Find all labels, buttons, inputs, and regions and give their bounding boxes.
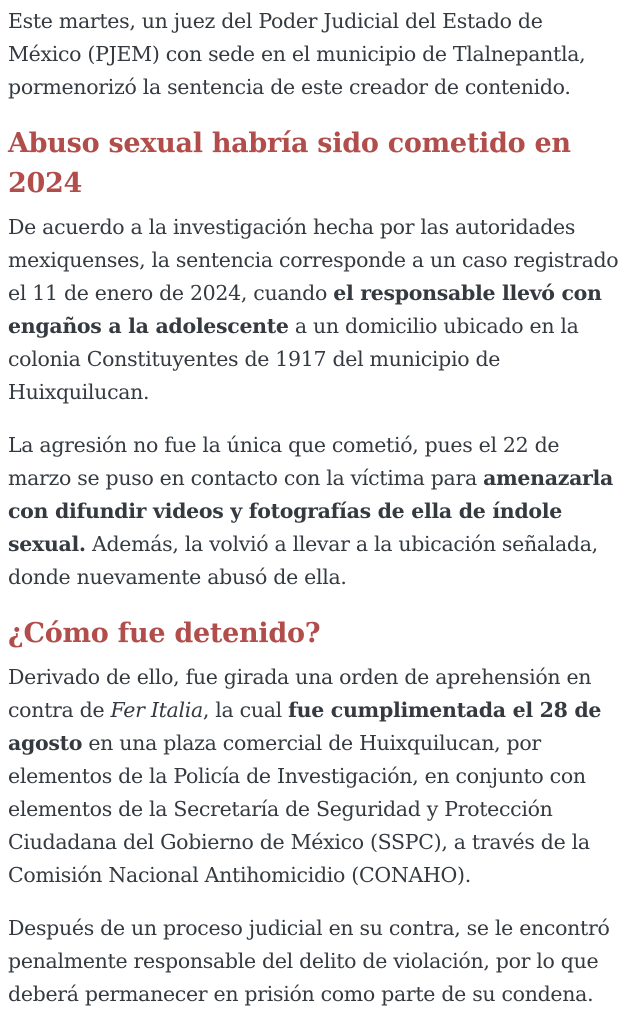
bold-text-segment: el responsable llevó con engaños a la adolescente	[8, 281, 602, 338]
text-segment: Derivado de ello, fue girada una orden de aprehensión en contra de	[8, 665, 592, 722]
text-segment: Después de un proceso judicial en su contra, se le encontró penalmente responsable del delito de violación, por lo que deberá permanecer en prisión como parte de su condena.	[8, 916, 610, 1006]
text-segment: Este martes, un juez del Poder Judicial del Estado de México (PJEM) con sede en el municipio de Tlalnepantla, pormenorizó la sentencia de este creador de contenido.	[8, 9, 586, 99]
paragraph	[8, 5, 621, 104]
section-heading	[8, 614, 621, 654]
text-segment: De acuerdo a la investigación hecha por las autoridades mexiquenses, la sentencia corresponde a un caso registrado el 11 de enero de 2024, cuando	[8, 215, 619, 305]
text-segment: Además, la volvió a llevar a la ubicación señalada, donde nuevamente abusó de ella.	[8, 532, 598, 589]
text-segment: ¿Cómo fue detenido?	[8, 618, 321, 649]
text-segment: La agresión no fue la única que cometió, pues el 22 de marzo se puso en contacto con la víctima para	[8, 433, 560, 490]
paragraph	[8, 912, 621, 1011]
text-segment: , la cual	[202, 698, 289, 722]
bold-text-segment: amenazarla con difundir videos y fotografías de ella de índole sexual.	[8, 466, 614, 556]
paragraph	[8, 661, 621, 892]
section-heading	[8, 124, 621, 204]
paragraph	[8, 211, 621, 409]
paragraph	[8, 429, 621, 594]
text-segment: a un domicilio ubicado en la colonia Constituyentes de 1917 del municipio de Huixquilucan.	[8, 314, 579, 404]
text-segment: en una plaza comercial de Huixquilucan, por elementos de la Policía de Investigación, en conjunto con elementos de la Secretaría de Seguridad y Protección Ciudadana del Gobierno de México (SSPC), a través de la Comisión Nacional Antihomicidio (CONAHO).	[8, 731, 590, 887]
italic-text-segment: Fer Italia	[110, 698, 203, 722]
bold-text-segment: fue cumplimentada el 28 de agosto	[8, 698, 602, 755]
text-segment: Abuso sexual habría sido cometido en 2024	[8, 128, 571, 199]
